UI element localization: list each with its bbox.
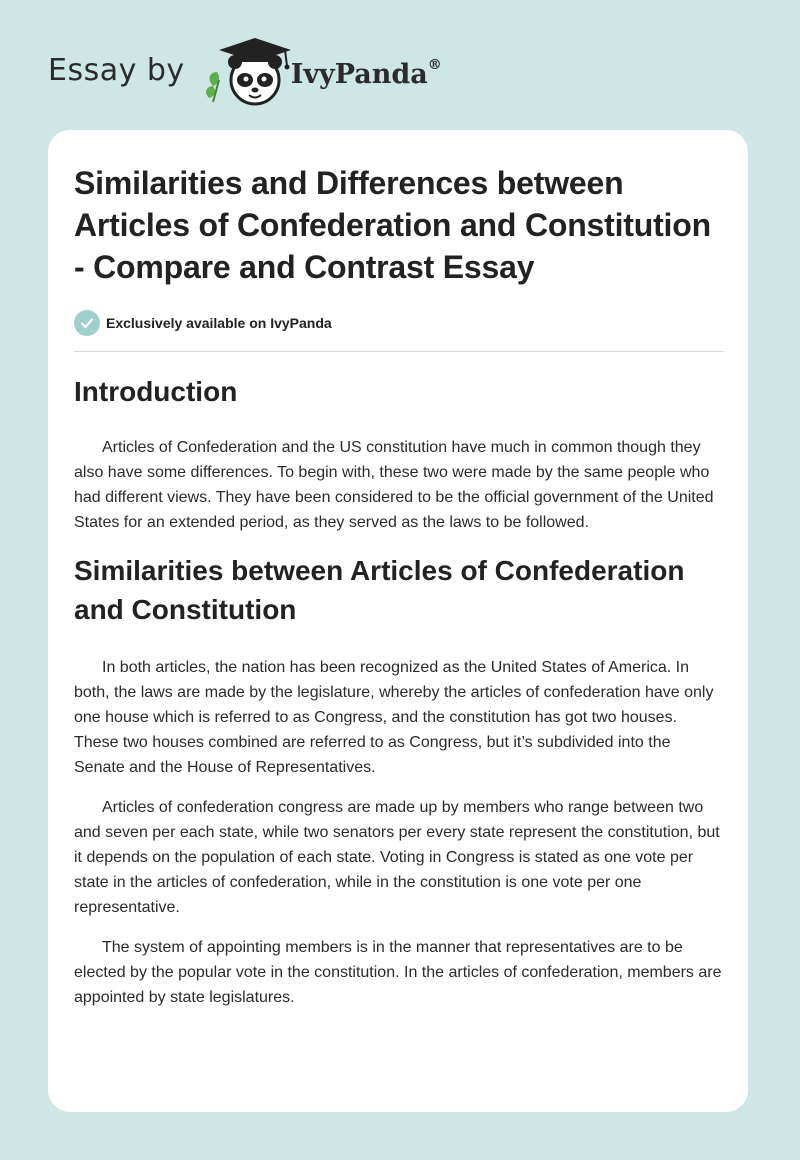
essay-title: Similarities and Differences between Articles of Confederation and Constitution - Compare and Contrast Essay [74,165,711,285]
paragraph: In both articles, the nation has been recognized as the United States of America. In both, the laws are made by the legislature, whereby the articles of confederation have only one house which is referred to as Congress, and the constitution has got two houses. These two houses combined are referred to as Congress, but it’s subdivided into the Senate and the House of Representatives. [74,659,714,776]
section-heading-introduction: Introduction [74,376,238,407]
exclusive-label: Exclusively available on IvyPanda [106,315,332,331]
essay-content [74,162,724,1010]
paragraph: Articles of confederation congress are made up by members who range between two and seven per each state, while two senators per every state represent the constitution, but it depends on the population of each state. Voting in Congress is stated as one vote per state in the articles of confederation, while in the constitution is one vote per one representative. [74,799,720,916]
exclusive-badge [74,310,724,336]
check-circle-icon [74,310,100,336]
site-header [48,36,442,108]
essay-by-label: Essay by [48,52,185,88]
section-heading-similarities: Similarities between Articles of Confederation and Constitution [74,555,685,625]
paragraph: Articles of Confederation and the US constitution have much in common though they also have some differences. To begin with, these two were made by the same people who had different views. They have been considered to be the official government of the United States for an extended period, as they served as the laws to be followed. [74,439,714,531]
divider [74,351,724,352]
essay-card [48,130,748,1112]
brand-name[interactable]: IvyPanda® [290,56,442,90]
ivypanda-logo-icon[interactable] [199,36,295,108]
paragraph: The system of appointing members is in the manner that representatives are to be elected by the popular vote in the constitution. In the articles of confederation, members are appointed by state legislatures. [74,939,722,1006]
